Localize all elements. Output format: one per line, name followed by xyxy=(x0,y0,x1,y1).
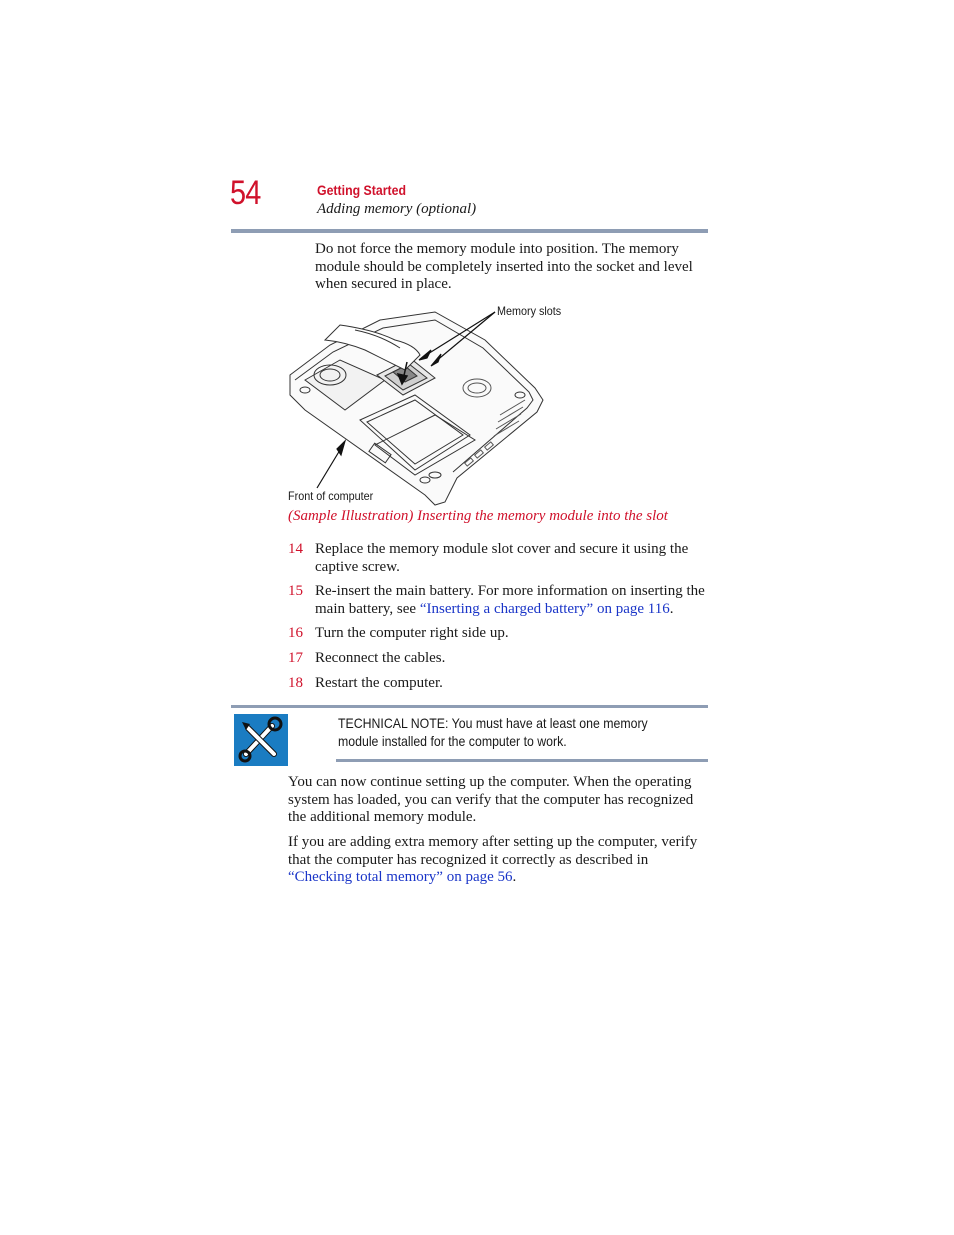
section-title: Adding memory (optional) xyxy=(317,201,477,217)
step-text: Restart the computer. xyxy=(315,675,443,691)
step-text xyxy=(315,583,710,618)
step-16 xyxy=(288,625,713,643)
step-text: Reconnect the cables. xyxy=(315,650,446,666)
extra-memory-paragraph xyxy=(288,834,713,887)
laptop-underside-illustration xyxy=(285,300,565,510)
intro-paragraph: Do not force the memory module into position. The memory module should be completely inserted into the socket and level when secured in place. xyxy=(315,241,693,292)
front-of-computer-label: Front of computer xyxy=(288,489,374,503)
step-text: Turn the computer right side up. xyxy=(315,625,509,641)
memory-slots-label: Memory slots xyxy=(497,304,562,318)
para-text-after: . xyxy=(512,869,517,885)
step-number: 18 xyxy=(288,675,303,691)
technical-note: TECHNICAL NOTE: You must have at least one memory module installed for the computer to work. xyxy=(338,715,648,749)
step-number: 16 xyxy=(288,625,303,641)
wrench-screwdriver-icon xyxy=(234,714,288,766)
step-number: 14 xyxy=(288,541,303,557)
step-number: 15 xyxy=(288,583,303,599)
page-number: 54 xyxy=(230,174,261,212)
inserting-battery-link[interactable]: “Inserting a charged battery” on page 116 xyxy=(419,600,670,617)
step-15 xyxy=(288,583,713,619)
step-18 xyxy=(288,675,713,693)
note-bottom-rule xyxy=(336,759,708,762)
step-text-after: . xyxy=(669,600,674,617)
step-14 xyxy=(288,541,713,577)
continue-paragraph: You can now continue setting up the computer. When the operating system has loaded, you can verify that the computer has recognized the additional memory module. xyxy=(288,774,694,825)
checking-memory-link[interactable]: “Checking total memory” on page 56 xyxy=(288,869,513,885)
step-number: 17 xyxy=(288,650,303,666)
note-top-rule xyxy=(231,705,708,708)
chapter-title: Getting Started xyxy=(317,182,406,198)
step-17 xyxy=(288,650,713,668)
figure-caption: (Sample Illustration) Inserting the memory module into the slot xyxy=(288,508,668,524)
header-rule xyxy=(231,229,708,233)
para-text-before: If you are adding extra memory after setting up the computer, verify that the computer has recognized it correctly as described in xyxy=(288,834,698,868)
step-text: Replace the memory module slot cover and secure it using the captive screw. xyxy=(315,541,689,575)
step-text-before: Re-insert the main battery. For more information on inserting the main battery, see xyxy=(315,583,705,617)
